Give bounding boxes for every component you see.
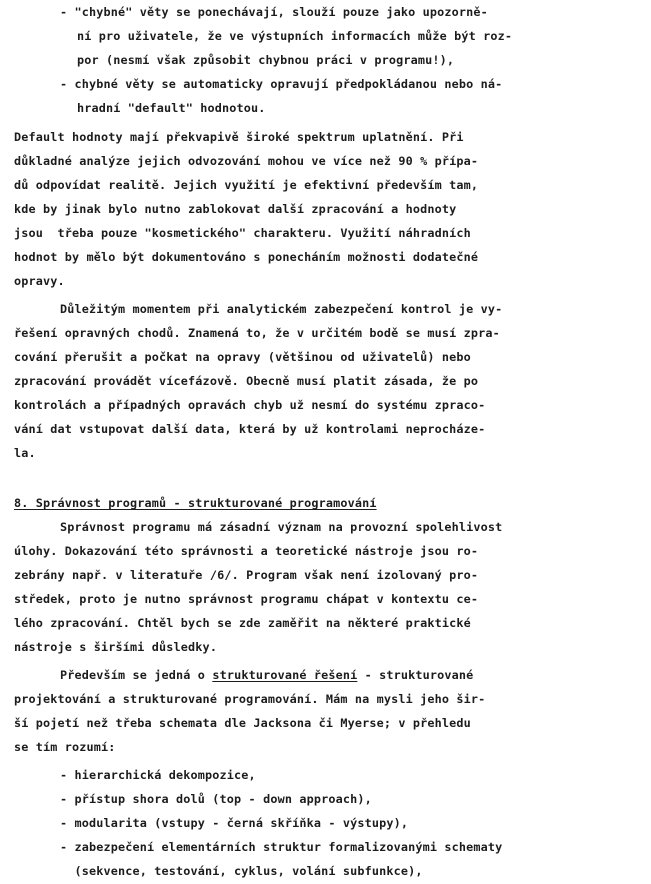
paragraph-line: hodnot by mělo být dokumentováno s ponecháním možnosti dodatečné	[14, 250, 479, 264]
paragraph-line	[60, 668, 473, 682]
paragraph-line: důkladné analýze jejich odvozování mohou ve více než 90 % přípa-	[14, 154, 479, 168]
paragraph-line: zebrány např. v literatuře /6/. Program však není izolovaný pro-	[14, 568, 479, 582]
list-item: - zabezpečení elementárních struktur formalizovanými schematy	[60, 840, 503, 854]
paragraph-line: cování přerušit a počkat na opravy (většinou od uživatelů) nebo	[14, 350, 471, 364]
paragraph-line: nástroje s širšími důsledky.	[14, 640, 218, 654]
emphasized-term: strukturované řešení	[212, 668, 358, 682]
paragraph-line: úlohy. Dokazování této správnosti a teoretické nástroje jsou ro-	[14, 544, 479, 558]
paragraph-line: lého zpracování. Chtěl bych se zde zaměřit na některé praktické	[14, 616, 471, 630]
list-item: (sekvence, testování, cyklus, volání subfunkce),	[60, 864, 423, 878]
bullet-item-line: hradní "default" hodnotou.	[77, 101, 266, 115]
paragraph-line: Důležitým momentem při analytickém zabezpečení kontrol je vy-	[60, 302, 503, 316]
paragraph-line: středek, proto je nutno správnost programu chápat v kontextu ce-	[14, 592, 479, 606]
paragraph-line: se tím rozumí:	[14, 740, 116, 754]
paragraph-line: Default hodnoty mají překvapivě široké spektrum uplatnění. Při	[14, 130, 464, 144]
paragraph-line: vání dat vstupovat další data, která by už kontrolami neprocháze-	[14, 422, 486, 436]
paragraph-line: kontrolách a případných opravách chyb už nesmí do systému zpraco-	[14, 398, 486, 412]
paragraph-line: jsou třeba pouze "kosmetického" charakteru. Využití náhradních	[14, 226, 471, 240]
bullet-item-line: - "chybné" věty se ponechávají, slouží pouze jako upozorně-	[60, 5, 488, 19]
list-item: - hierarchická dekompozice,	[60, 768, 256, 782]
list-item: - přístup shora dolů (top - down approach),	[60, 792, 372, 806]
paragraph-line: řešení opravných chodů. Znamená to, že v určitém bodě se musí zpra-	[14, 326, 500, 340]
paragraph-line: zpracování provádět vícefázově. Obecně musí platit zásada, že po	[14, 374, 479, 388]
bullet-item-line: - chybné věty se automaticky opravují předpokládanou nebo ná-	[60, 77, 503, 91]
paragraph-line: opravy.	[14, 274, 65, 288]
list-item: - modularita (vstupy - černá skříňka - výstupy),	[60, 816, 409, 830]
bullet-item-line: ní pro uživatele, že ve výstupních informacích může být roz-	[77, 29, 513, 43]
text-run: Především se jedná o	[60, 668, 213, 682]
paragraph-line: ší pojetí než třeba schemata dle Jacksona či Myerse; v přehledu	[14, 716, 471, 730]
paragraph-line: projektování a strukturované programování. Mám na mysli jeho šir-	[14, 692, 486, 706]
paragraph-line: kde by jinak bylo nutno zablokovat další zpracování a hodnoty	[14, 202, 457, 216]
section-heading: 8. Správnost programů - strukturované programování	[14, 496, 377, 510]
bullet-item-line: por (nesmí však způsobit chybnou práci v programu!),	[77, 53, 455, 67]
paragraph-line: Správnost programu má zásadní význam na provozní spolehlivost	[60, 520, 503, 534]
text-run: - strukturované	[357, 668, 474, 682]
paragraph-line: la.	[14, 446, 36, 460]
paragraph-line: dů odpovídat realitě. Jejich využití je efektivní především tam,	[14, 178, 479, 192]
